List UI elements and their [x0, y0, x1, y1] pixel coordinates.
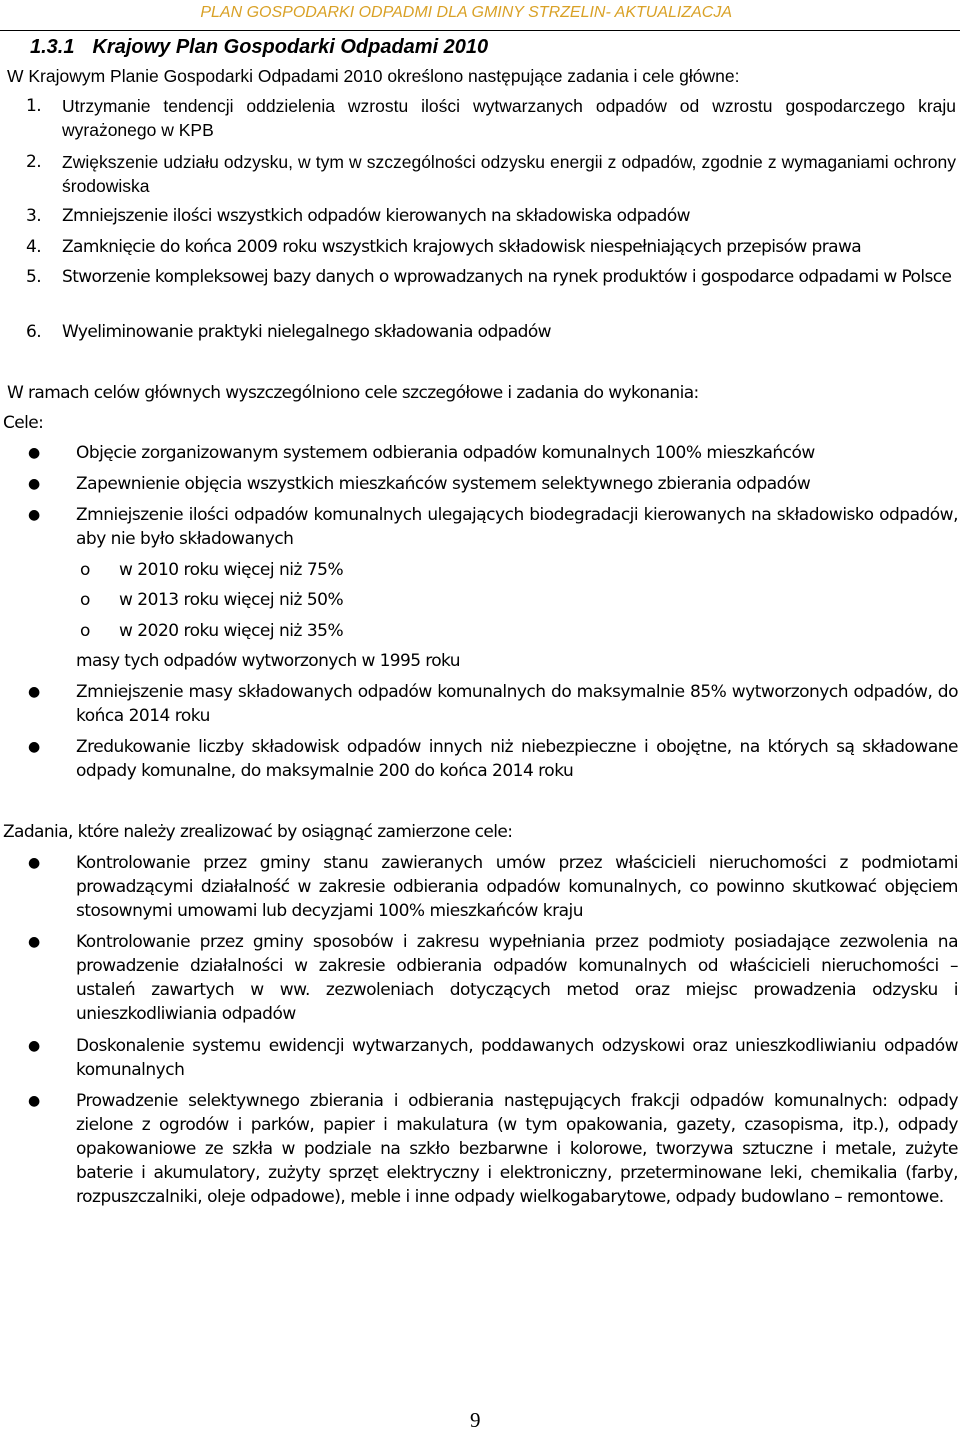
goal-item: [0, 680, 958, 728]
bullet-icon: ●: [28, 476, 41, 492]
task-item: [0, 930, 958, 1026]
goal-text: Zapewnienie objęcia wszystkich mieszkańców systemem selektywnego zbierania odpadów: [76, 474, 811, 494]
goal-text: Zredukowanie liczby składowisk odpadów innych niż niebezpieczne i obojętne, na których są składowane odpady komunalne, do maksymalnie 200 do końca 2014 roku: [76, 737, 958, 781]
task-text: Kontrolowanie przez gminy sposobów i zakresu wypełniania przez podmioty posiadające zezwolenia na prowadzenie działalności w zakresie odbierania odpadów komunalnych od właścicieli nieruchomości – ustaleń zawartych w ww. zezwoleniach dotyczących metod oraz miejsc prowadzenia odzysku i unieszkodliwiania odpadów: [76, 932, 958, 1024]
sub-goal-item: [0, 588, 958, 612]
list-number: 3.: [26, 206, 42, 226]
list-number: 2.: [26, 152, 42, 172]
list-number: 6.: [26, 322, 42, 342]
list-item-text: Zwiększenie udziału odzysku, w tym w szczególności odzysku energii z odpadów, zgodnie z wymaganiami ochrony środowiska: [62, 152, 956, 196]
task-item: [0, 1089, 958, 1233]
goal-text: Zmniejszenie ilości odpadów komunalnych ulegających biodegradacji kierowanych na składowisko odpadów, aby nie było składowanych: [76, 505, 958, 549]
goal-item: [0, 472, 958, 496]
main-goal-item: [26, 204, 956, 228]
main-goal-item: [26, 150, 956, 198]
section-number: 1.3.1: [30, 36, 75, 58]
bullet-icon: ●: [28, 507, 41, 523]
main-goal-item: [26, 235, 956, 259]
goal-text: Zmniejszenie masy składowanych odpadów komunalnych do maksymalnie 85% wytworzonych odpadów, do końca 2014 roku: [76, 682, 958, 726]
sub-goal-text: w 2013 roku więcej niż 50%: [119, 590, 344, 610]
list-number: 1.: [26, 96, 42, 116]
list-number: 5.: [26, 267, 42, 287]
bullet-icon: ●: [28, 445, 41, 461]
sub-goal-item: [0, 619, 958, 643]
task-text: Kontrolowanie przez gminy stanu zawieranych umów przez właścicieli nieruchomości z podmiotami prowadzącymi działalność w zakresie odbierania odpadów komunalnych, co powinno skutkować objęciem stosownymi umowami lub decyzjami 100% mieszkańców kraju: [76, 853, 958, 921]
goal-item: [0, 441, 958, 465]
sub-goal-item: [0, 558, 958, 582]
list-item-text: Zmniejszenie ilości wszystkich odpadów kierowanych na składowiska odpadów: [62, 206, 690, 226]
goals-label: Cele:: [3, 413, 44, 433]
bullet-icon: ●: [28, 684, 41, 700]
detailed-goals-intro: W ramach celów głównych wyszczególniono cele szczegółowe i zadania do wykonania:: [7, 383, 699, 403]
goal-item: [0, 735, 958, 783]
main-goal-item: [26, 94, 956, 142]
goal-text: Objęcie zorganizowanym systemem odbierania odpadów komunalnych 100% mieszkańców: [76, 443, 815, 463]
running-title: PLAN GOSPODARKI ODPADMI DLA GMINY STRZELIN- AKTUALIZACJA: [200, 4, 732, 21]
task-item: [0, 851, 958, 923]
list-item-text: Wyeliminowanie praktyki nielegalnego składowania odpadów: [62, 322, 551, 342]
tasks-label: Zadania, które należy zrealizować by osiągnąć zamierzone cele:: [3, 822, 513, 842]
circle-bullet-icon: o: [80, 621, 91, 641]
main-goal-item: [26, 320, 956, 344]
intro-paragraph: W Krajowym Planie Gospodarki Odpadami 2010 określono następujące zadania i cele główne:: [7, 66, 740, 86]
bullet-icon: ●: [28, 739, 41, 755]
page-number: 9: [470, 1408, 481, 1432]
list-number: 4.: [26, 237, 42, 257]
circle-bullet-icon: o: [80, 560, 91, 580]
list-item-text: Utrzymanie tendencji oddzielenia wzrostu ilości wytwarzanych odpadów od wzrostu gospodarczego kraju wyrażonego w KPB: [62, 96, 956, 140]
list-item-text: Zamknięcie do końca 2009 roku wszystkich krajowych składowisk niespełniających przepisów prawa: [62, 237, 862, 257]
bullet-icon: ●: [28, 934, 41, 950]
bullet-icon: ●: [28, 855, 41, 871]
task-text: Doskonalenie systemu ewidencji wytwarzanych, poddawanych odzyskowi oraz unieszkodliwianiu odpadów komunalnych: [76, 1036, 958, 1080]
bullet-icon: ●: [28, 1038, 41, 1054]
sub-goal-text: w 2010 roku więcej niż 75%: [119, 560, 344, 580]
page-header: [0, 0, 960, 31]
bullet-icon: ●: [28, 1093, 41, 1109]
section-heading: [30, 36, 488, 59]
main-goal-item: [26, 265, 956, 313]
sub-goal-text: w 2020 roku więcej niż 35%: [119, 621, 344, 641]
task-text: Prowadzenie selektywnego zbierania i odbierania następujących frakcji odpadów komunalnych: odpady zielone z ogrodów i parków, papier i makulatura (w tym opakowania, gazety, czasopisma, itp.), odpady opakowaniowe ze szkła w podziale na szkło bezbarwne i kolorowe, tworzywa sztuczne i metale, zużyte baterie i akumulatory, zużyty sprzęt elektryczny i elektroniczny, przeterminowane leki, chemikalia (farby, rozpuszczalniki, oleje odpadowe), meble i inne odpady wielkogabarytowe, odpady budowlano – remontowe.: [76, 1091, 958, 1207]
circle-bullet-icon: o: [80, 590, 91, 610]
goal-item: [0, 503, 958, 551]
list-item-text: Stworzenie kompleksowej bazy danych o wprowadzanych na rynek produktów i gospodarce odpadami w Polsce: [62, 267, 952, 287]
sub-goals-note: masy tych odpadów wytworzonych w 1995 roku: [76, 651, 460, 671]
task-item: [0, 1034, 958, 1082]
section-title: Krajowy Plan Gospodarki Odpadami 2010: [92, 36, 489, 58]
